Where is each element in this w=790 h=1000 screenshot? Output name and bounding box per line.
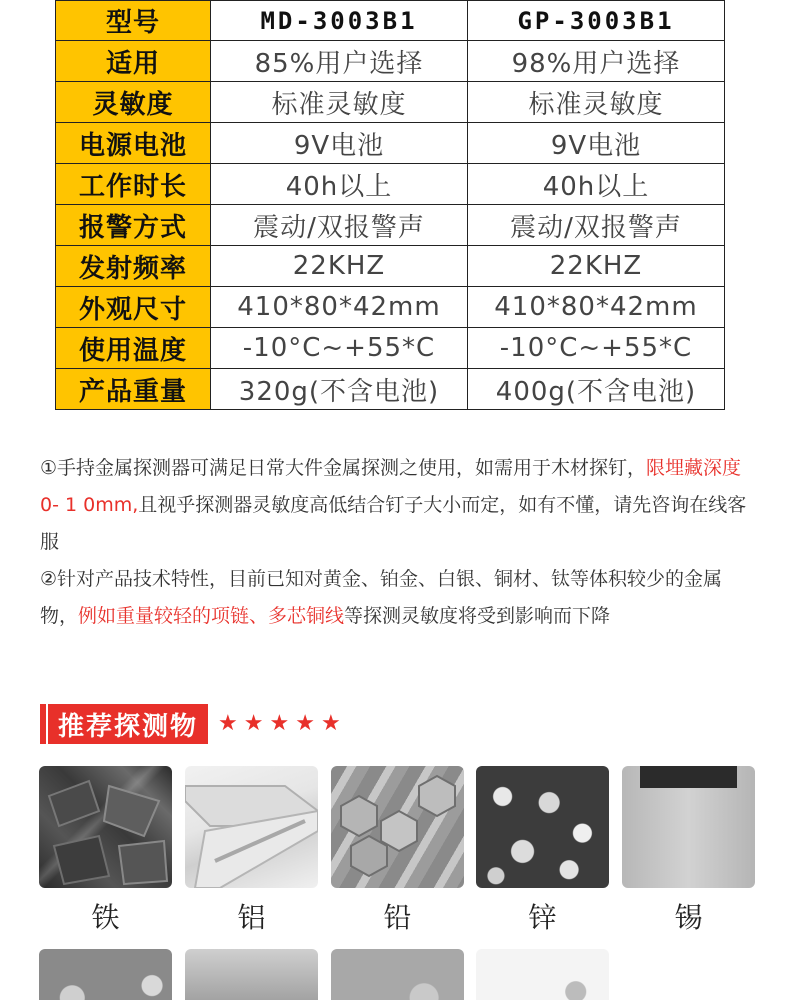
- spec-value-a: 9V电池: [211, 123, 468, 164]
- spec-row: [56, 164, 725, 205]
- spec-value-a: 410*80*42mm: [211, 287, 468, 328]
- spec-label: 电源电池: [56, 123, 211, 164]
- spec-value-b: 震动/双报警声: [468, 205, 725, 246]
- star-icon: ★: [320, 711, 341, 736]
- spec-row: [56, 123, 725, 164]
- material-card-aluminum: [185, 766, 318, 936]
- spec-value-b: -10°C~+55*C: [468, 328, 725, 369]
- aluminum-profile-icon: [185, 766, 318, 888]
- spec-row: [56, 369, 725, 410]
- material-card: [39, 949, 172, 1000]
- spec-value-a: 40h以上: [211, 164, 468, 205]
- material-name: 铁: [91, 901, 120, 934]
- material-card: [476, 949, 609, 1000]
- section-title: 推荐探测物: [48, 704, 208, 744]
- note-2: [40, 561, 752, 635]
- spec-row: [56, 328, 725, 369]
- spec-label: 外观尺寸: [56, 287, 211, 328]
- iron-scrap-icon: [39, 766, 172, 888]
- material-card-zinc: [476, 766, 609, 936]
- spec-label: 灵敏度: [56, 82, 211, 123]
- material-name: 铝: [237, 901, 266, 934]
- spec-row: [56, 41, 725, 82]
- spec-label: 工作时长: [56, 164, 211, 205]
- note-2-text-cont: 等探测灵敏度将受到影响而下降: [344, 605, 611, 627]
- star-icon: ★: [269, 711, 290, 736]
- spec-value-b: 400g(不含电池): [468, 369, 725, 410]
- iron-image: [39, 766, 172, 888]
- material-image: [476, 949, 609, 1000]
- model-a-name: MD-3003B1: [211, 1, 468, 41]
- material-name: 锌: [528, 901, 557, 934]
- spec-value-b: 标准灵敏度: [468, 82, 725, 123]
- star-icon: ★: [218, 711, 238, 736]
- spec-header-row: [56, 1, 725, 41]
- spec-label: 报警方式: [56, 205, 211, 246]
- zinc-image: [476, 766, 609, 888]
- spec-value-b: 98%用户选择: [468, 41, 725, 82]
- lead-bars-icon: [331, 766, 464, 888]
- material-name: 锡: [674, 901, 703, 934]
- model-b-name: GP-3003B1: [468, 1, 725, 41]
- spec-label: 使用温度: [56, 328, 211, 369]
- usage-notes: [40, 450, 752, 635]
- material-card-tin: [622, 766, 755, 936]
- material-image: [39, 949, 172, 1000]
- spec-row: [56, 205, 725, 246]
- note-2-highlight: 例如重量较轻的项链、多芯铜线: [78, 605, 345, 627]
- spec-value-b: 9V电池: [468, 123, 725, 164]
- aluminum-image: [185, 766, 318, 888]
- tin-image: [622, 766, 755, 888]
- material-name: 铅: [383, 901, 412, 934]
- note-1: [40, 450, 752, 561]
- note-1-text: ①手持金属探测器可满足日常大件金属探测之使用，如需用于木材探钉，: [40, 457, 647, 479]
- material-image: [185, 949, 318, 1000]
- material-image: [331, 949, 464, 1000]
- rating-stars: [218, 713, 341, 735]
- spec-value-b: 410*80*42mm: [468, 287, 725, 328]
- star-icon: ★: [295, 711, 315, 736]
- spec-row: [56, 287, 725, 328]
- spec-value-b: 40h以上: [468, 164, 725, 205]
- spec-row: [56, 82, 725, 123]
- spec-value-a: 22KHZ: [211, 246, 468, 287]
- spec-value-a: 85%用户选择: [211, 41, 468, 82]
- spec-value-a: 震动/双报警声: [211, 205, 468, 246]
- spec-value-b: 22KHZ: [468, 246, 725, 287]
- spec-value-a: -10°C~+55*C: [211, 328, 468, 369]
- heading-accent-bar: [40, 704, 46, 744]
- spec-label-model: 型号: [56, 1, 211, 41]
- spec-value-a: 标准灵敏度: [211, 82, 468, 123]
- spec-label: 产品重量: [56, 369, 211, 410]
- spec-label: 发射频率: [56, 246, 211, 287]
- spec-value-a: 320g(不含电池): [211, 369, 468, 410]
- spec-label: 适用: [56, 41, 211, 82]
- recommended-section-heading: [40, 703, 341, 745]
- lead-image: [331, 766, 464, 888]
- note-1-text-cont: 且视乎探测器灵敏度高低结合钉子大小而定，如有不懂，请先咨询在线客服: [40, 494, 747, 553]
- material-card-lead: [331, 766, 464, 936]
- note-2-text: ②针对产品技术特性，目前已知对黄金、铂金、白银、铜材、钛等体积较少的金属物，: [40, 568, 723, 627]
- material-card-iron: [39, 766, 172, 936]
- material-card: [185, 949, 318, 1000]
- spec-table: [55, 0, 725, 410]
- spec-row: [56, 246, 725, 287]
- note-1-highlight: 限埋藏深度0- 1 0mm,: [40, 457, 742, 516]
- material-card: [331, 949, 464, 1000]
- star-icon: ★: [243, 711, 264, 736]
